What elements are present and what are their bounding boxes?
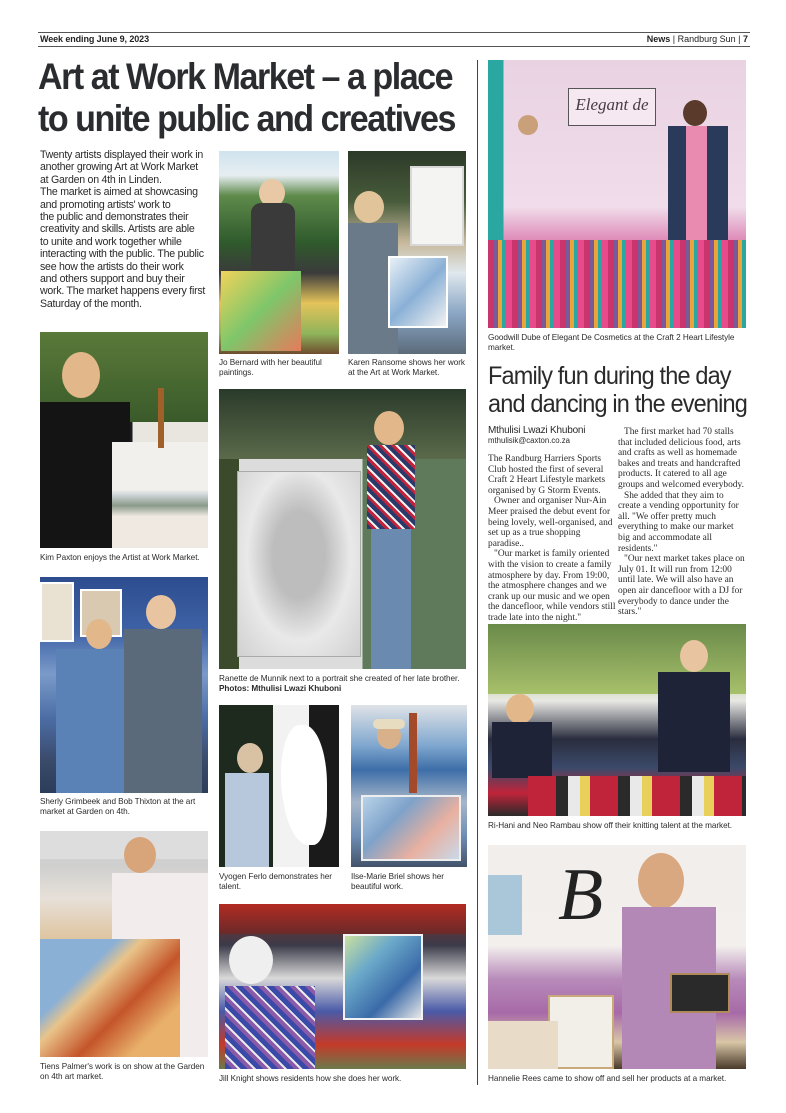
photo-painting — [388, 256, 448, 328]
caption-knitting: Ri-Hani and Neo Rambau show off their knitting talent at the market. — [488, 821, 733, 830]
photo-figure-head — [638, 853, 684, 909]
photo-figure-hair — [229, 936, 273, 984]
photo-portrait-drawing — [237, 471, 361, 657]
folio-top-rule — [38, 32, 750, 33]
caption-sherly-and-bob: Sherly Grimbeek and Bob Thixton at the art market at Garden on 4th. — [40, 797, 196, 817]
photo-figure-body — [225, 773, 269, 867]
photo-painting — [343, 934, 423, 1020]
caption-hannelie-rees: Hannelie Rees came to show off and sell her products at a market. — [488, 1074, 727, 1083]
photo-painting — [221, 271, 301, 351]
photo-figure-shirt — [124, 629, 202, 793]
caption-jill-knight: Jill Knight shows residents how she does her work. — [219, 1074, 402, 1083]
photo-trees — [219, 389, 466, 459]
photo-figure-head — [62, 352, 100, 398]
folio-date: Week ending June 9, 2023 — [40, 34, 149, 44]
photo-ilse-marie-briel — [351, 705, 467, 867]
photo-chalkboard — [670, 973, 730, 1013]
paragraph: "Our market is family oriented with the vision to create a family atmosphere by day. From 19:00, the atmosphere changes and we crank up our music and we open the dancefloor, while vendors still trade late into the night." — [488, 549, 616, 623]
caption-ranette-de-munnik — [219, 674, 471, 694]
photo-figure-head — [146, 595, 176, 629]
photo-painting — [361, 795, 461, 861]
main-headline-line-1: Art at Work Market – a place — [38, 56, 453, 97]
intro-line: Twenty artists displayed their work in — [40, 149, 204, 161]
folio-bottom-rule — [38, 46, 750, 47]
photo-sign — [488, 875, 522, 935]
caption-kim-paxton: Kim Paxton enjoys the Artist at Work Market. — [40, 553, 200, 562]
second-story-column-2 — [618, 427, 746, 618]
photo-knitting — [488, 624, 746, 816]
photo-figure-top — [367, 445, 415, 529]
byline-email[interactable]: mthulisik@caxton.co.za — [488, 436, 571, 445]
photo-figure-head — [683, 100, 707, 126]
second-story-column-1 — [488, 454, 616, 624]
caption-ilse-marie-briel: Ilse-Marie Briel shows her beautiful work. — [351, 872, 444, 892]
paragraph: "Our next market takes place on July 01. It will run from 12:00 until late. We will also have an open air dancefloor with a DJ for everybody to dance under the stars." — [618, 554, 745, 618]
photo-figure-body — [668, 126, 728, 256]
intro-line: another growing Art at Work Market — [40, 161, 198, 174]
folio-section-name: News — [646, 34, 671, 44]
intro-line: and promoting artists' work to — [40, 198, 171, 211]
intro-line: the public and demonstrates their — [40, 211, 189, 224]
photo-figure-jeans — [371, 529, 411, 669]
photo-hannelie-rees — [488, 845, 746, 1069]
intro-line: creativity and skills. Artists are able — [40, 223, 195, 236]
photo-painting — [40, 582, 74, 642]
second-headline — [488, 362, 747, 418]
photo-vyogen-ferlo — [219, 705, 339, 867]
second-headline-line-1: Family fun during the day — [488, 362, 731, 390]
second-headline-line-2: and dancing in the evening — [488, 390, 747, 418]
photo-figure-body — [658, 672, 730, 772]
intro-line: to unite and work together while — [40, 235, 182, 248]
photo-figure-head — [354, 191, 384, 223]
caption-tiens-palmer: Tiens Palmer's work is on show at the Garden on 4th art market. — [40, 1062, 205, 1082]
caption-text: Ranette de Munnik next to a portrait she created of her late brother. — [219, 674, 460, 683]
photo-figure-head — [680, 640, 708, 672]
main-headline — [38, 56, 455, 140]
photo-figure-head — [506, 694, 534, 724]
photo-jo-bernard — [219, 151, 339, 354]
photo-goodwill-dube — [488, 60, 746, 328]
photo-figure-top — [225, 986, 315, 1069]
intro-line: The market is aimed at showcasing — [40, 186, 198, 199]
caption-vyogen-ferlo: Vyogen Ferlo demonstrates her talent. — [219, 872, 332, 892]
photo-canopy — [219, 904, 466, 934]
byline-author: Mthulisi Lwazi Khuboni — [488, 425, 586, 436]
intro-line: interacting with the public. The public — [40, 248, 204, 261]
photo-credit: Photos: Mthulisi Lwazi Khuboni — [219, 684, 342, 694]
photo-easel — [409, 713, 417, 793]
photo-knitted-items — [528, 776, 746, 816]
paragraph: The first market had 70 stalls that included delicious food, arts and crafts as well as homemade bakes and treats and handcrafted products. It catered to all age groups and welcomed everybody. — [618, 427, 744, 490]
photo-figure-head — [374, 411, 404, 445]
photo-fabric-display — [488, 240, 746, 328]
photo-sherly-and-bob — [40, 577, 208, 793]
photo-painting — [112, 442, 208, 548]
intro-line: see how the artists do their work — [40, 260, 184, 273]
paragraph: The Randburg Harriers Sports Club hosted the first of several Craft 2 Heart Lifestyle markets organised by G Storm Events. — [488, 454, 606, 496]
photo-figure-head — [124, 837, 156, 873]
photo-sketch-frame — [410, 166, 464, 246]
paragraph: She added that they aim to create a vending opportunity for all. "We offer pretty much everything to make our market big and accommodate all residents." — [618, 490, 739, 554]
caption-karen-ransome: Karen Ransome shows her work at the Art at Work Market. — [348, 358, 465, 378]
photo-figure-head — [86, 619, 112, 649]
folio-page-number: 7 — [742, 34, 748, 44]
intro-line: and others support and buy their — [40, 273, 185, 286]
folio-section: News | Randburg Sun | 7 — [646, 34, 748, 44]
main-headline-line-2: to unite public and creatives — [38, 98, 455, 139]
elegant-de-banner — [568, 88, 656, 126]
photo-visor — [373, 719, 405, 729]
main-intro — [40, 149, 210, 310]
photo-figure-denim — [56, 649, 128, 793]
caption-jo-bernard: Jo Bernard with her beautiful paintings. — [219, 358, 322, 378]
photo-ranette-de-munnik — [219, 389, 466, 669]
folio-publication: Randburg Sun — [677, 34, 736, 44]
photo-tiens-palmer — [40, 831, 208, 1057]
column-divider — [477, 60, 478, 1085]
banner-text: Elegant de — [575, 95, 649, 114]
photo-jill-knight — [219, 904, 466, 1069]
photo-kim-paxton — [40, 332, 208, 548]
intro-line: Saturday of the month. — [40, 297, 142, 310]
photo-karen-ransome — [348, 151, 466, 354]
photo-products — [488, 1021, 558, 1069]
photo-signage-letter: B — [558, 854, 604, 936]
photo-figure-body — [492, 722, 552, 778]
caption-goodwill-dube: Goodwill Dube of Elegant De Cosmetics at the Craft 2 Heart Lifestyle market. — [488, 333, 735, 353]
photo-figure-head — [237, 743, 263, 773]
paragraph: Owner and organiser Nur-Ain Meer praised the debut event for being lovely, well-organised, and set up as a true shopping paradise.. — [488, 496, 613, 549]
photo-horse-painting — [40, 939, 180, 1057]
intro-line: at Garden on 4th in Linden. — [40, 173, 162, 186]
intro-line: work. The market happens every first — [40, 285, 206, 298]
photo-compact-powder — [518, 115, 538, 135]
photo-easel — [158, 388, 164, 448]
photo-flower-painting — [281, 725, 327, 845]
